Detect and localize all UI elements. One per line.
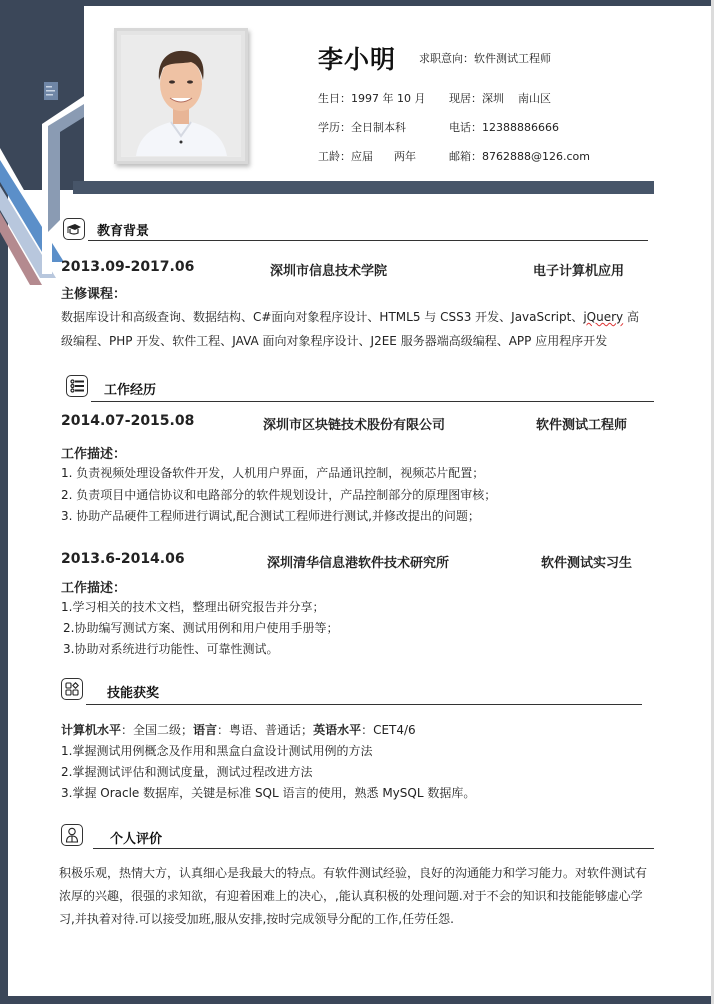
profile-photo bbox=[121, 35, 241, 157]
job-2-item: 1.学习相关的技术文档，整理出研究报告并分享； bbox=[61, 600, 325, 614]
document-icon bbox=[44, 82, 58, 100]
school-name: 深圳市信息技术学院 bbox=[270, 264, 388, 279]
work-years: 工龄：应届 两年 bbox=[318, 150, 416, 163]
job-1-company: 深圳市区块链技术股份有限公司 bbox=[263, 418, 446, 433]
profile-photo-frame bbox=[114, 28, 248, 164]
skill-item: 1.掌握测试用例概念及作用和黑盒白盒设计测试用例的方法 bbox=[61, 744, 373, 758]
courses-label: 主修课程： bbox=[61, 287, 127, 302]
candidate-name: 李小明 bbox=[318, 45, 397, 74]
courses-line-1: 数据库设计和高级查询、数据结构、C#面向对象程序设计、HTML5 与 CSS3 开发、JavaScript、jQuery 高 bbox=[61, 310, 639, 324]
courses-line-2: 级编程、PHP 开发、软件工程、JAVA 面向对象程序设计、J2EE 服务器端高级编程、APP 应用程序开发 bbox=[61, 334, 608, 348]
job-2-company: 深圳清华信息港软件技术研究所 bbox=[267, 556, 450, 571]
job-2-desc-label: 工作描述： bbox=[61, 581, 127, 596]
person-icon bbox=[61, 824, 83, 846]
skill-item: 3.掌握 Oracle 数据库，关键是标准 SQL 语言的使用，熟悉 MySQL 数据库。 bbox=[61, 786, 476, 800]
major: 电子计算机应用 bbox=[533, 264, 625, 279]
job-2-role: 软件测试实习生 bbox=[541, 556, 633, 571]
header-divider-bar bbox=[73, 181, 654, 194]
avatar-illustration bbox=[121, 35, 241, 157]
self-evaluation-text: 积极乐观，热情大方，认真细心是我最大的特点。有软件测试经验，良好的沟通能力和学习能力。对软件测试有浓厚的兴趣，很强的求知欲，有迎着困难上的决心，,能认真积极的处理问题.对于不会的知识和技能能够虚心学习,并执着对待.可以接受加班,服从安排,按时完成领导分配的工作,任劳任怨. bbox=[59, 866, 648, 926]
skill-item: 2.掌握测试评估和测试度量，测试过程改进方法 bbox=[61, 765, 313, 779]
residence: 现居：深圳 南山区 bbox=[449, 92, 551, 105]
section-title-education: 教育背景 bbox=[97, 224, 150, 239]
section-title-skills: 技能获奖 bbox=[107, 686, 160, 701]
job-1-item: 1. 负责视频处理设备软件开发，人机用户界面，产品通讯控制，视频芯片配置； bbox=[61, 466, 485, 480]
skills-summary: 计算机水平：全国二级；语言：粤语、普通话；英语水平：CET4/6 bbox=[61, 723, 416, 737]
section-divider bbox=[93, 848, 654, 849]
education-level: 学历：全日制本科 bbox=[318, 121, 406, 134]
job-1-desc-label: 工作描述： bbox=[61, 447, 127, 462]
job-2-item: 2.协助编写测试方案、测试用例和用户使用手册等； bbox=[63, 621, 339, 635]
apps-grid-icon bbox=[61, 678, 83, 700]
section-title-work: 工作经历 bbox=[104, 383, 157, 398]
email: 邮箱：8762888@126.com bbox=[449, 150, 590, 163]
job-1-item: 3. 协助产品硬件工程师进行调试,配合测试工程师进行测试,并修改提出的问题； bbox=[61, 509, 480, 523]
job-2-item: 3.协助对系统进行功能性、可靠性测试。 bbox=[63, 642, 279, 656]
job-1-item: 2. 负责项目中通信协议和电路部分的软件规划设计，产品控制部分的原理图审核； bbox=[61, 488, 497, 502]
job-1-role: 软件测试工程师 bbox=[536, 418, 628, 433]
education-date: 2013.09-2017.06 bbox=[61, 259, 195, 275]
job-1-date: 2014.07-2015.08 bbox=[61, 413, 195, 429]
section-title-self-eval: 个人评价 bbox=[110, 832, 163, 847]
section-divider bbox=[91, 401, 654, 402]
phone: 电话：12388886666 bbox=[449, 121, 559, 134]
birthday: 生日：1997 年 10 月 bbox=[318, 92, 426, 105]
graduation-cap-icon bbox=[63, 218, 85, 240]
job-intent: 求职意向：软件测试工程师 bbox=[419, 52, 551, 65]
decorative-stripes bbox=[0, 0, 120, 300]
section-divider bbox=[86, 704, 642, 705]
job-2-date: 2013.6-2014.06 bbox=[61, 551, 185, 567]
list-icon bbox=[66, 375, 88, 397]
section-divider bbox=[88, 240, 648, 241]
